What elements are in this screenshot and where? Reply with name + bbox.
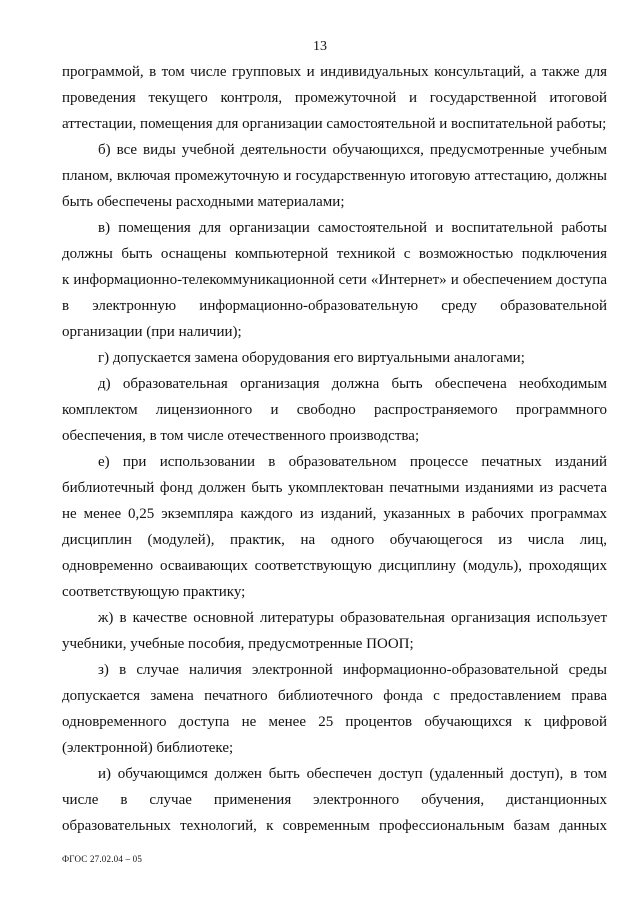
text-line: ж) в качестве основной литературы образовательная организация использует [98, 610, 607, 626]
text-line: и) обучающимся должен быть обеспечен доступ (удаленный доступ), в том [98, 766, 607, 782]
paragraph-z [62, 657, 607, 761]
text-line: в) помещения для организации самостоятельной и воспитательной работы [98, 220, 607, 236]
page-body [62, 59, 607, 839]
text-line: б) все виды учебной деятельности обучающихся, предусмотренные учебным [98, 142, 607, 158]
text-line: з) в случае наличия электронной информационно-образовательной среды [98, 662, 607, 678]
text-line: образовательных технологий, к современным профессиональным базам данных [62, 818, 607, 834]
text-line: программой, в том числе групповых и индивидуальных консультаций, а также для [62, 64, 607, 80]
paragraph-g [62, 345, 607, 371]
text-line: е) при использовании в образовательном процессе печатных изданий [98, 454, 607, 470]
paragraph-intro [62, 59, 607, 137]
text-line: должны быть оснащены компьютерной техникой с возможностью подключения [62, 246, 607, 262]
text-line: учебники, учебные пособия, предусмотренные ПООП; [62, 636, 414, 652]
text-line: к информационно-телекоммуникационной сети «Интернет» и обеспечением доступа [62, 272, 607, 288]
text-line: библиотечный фонд должен быть укомплектован печатными изданиями из расчета [62, 480, 607, 496]
text-line: в электронную информационно-образовательную среду образовательной [62, 298, 607, 314]
text-line: одновременного доступа не менее 25 процентов обучающихся к цифровой [62, 714, 607, 730]
text-line: дисциплин (модулей), практик, на одного обучающегося из числа лиц, [62, 532, 607, 548]
text-line: быть обеспечены расходными материалами; [62, 194, 345, 210]
text-line: одновременно осваивающих соответствующую дисциплину (модуль), проходящих [62, 558, 607, 574]
text-line: не менее 0,25 экземпляра каждого из изданий, указанных в рабочих программах [62, 506, 607, 522]
paragraph-i [62, 761, 607, 839]
text-line: обеспечения, в том числе отечественного производства; [62, 428, 420, 444]
text-line: комплектом лицензионного и свободно распространяемого программного [62, 402, 607, 418]
text-line: планом, включая промежуточную и государственную итоговую аттестацию, должны [62, 168, 607, 184]
paragraph-v [62, 215, 607, 345]
paragraph-d [62, 371, 607, 449]
text-line: числе в случае применения электронного обучения, дистанционных [62, 792, 607, 808]
page-number: 13 [313, 39, 327, 54]
paragraph-b [62, 137, 607, 215]
text-line: допускается замена печатного библиотечного фонда с предоставлением права [62, 688, 607, 704]
text-line: проведения текущего контроля, промежуточной и государственной итоговой [62, 90, 607, 106]
text-line: соответствующую практику; [62, 584, 246, 600]
text-line: (электронной) библиотеке; [62, 740, 234, 756]
text-line: организации (при наличии); [62, 324, 242, 340]
text-line: г) допускается замена оборудования его виртуальными аналогами; [98, 350, 525, 366]
text-line: аттестации, помещения для организации самостоятельной и воспитательной работы; [62, 116, 607, 132]
text-line: д) образовательная организация должна быть обеспечена необходимым [98, 376, 607, 392]
paragraph-e [62, 449, 607, 605]
footer-document-code: ФГОС 27.02.04 – 05 [62, 854, 143, 864]
paragraph-zh [62, 605, 607, 657]
